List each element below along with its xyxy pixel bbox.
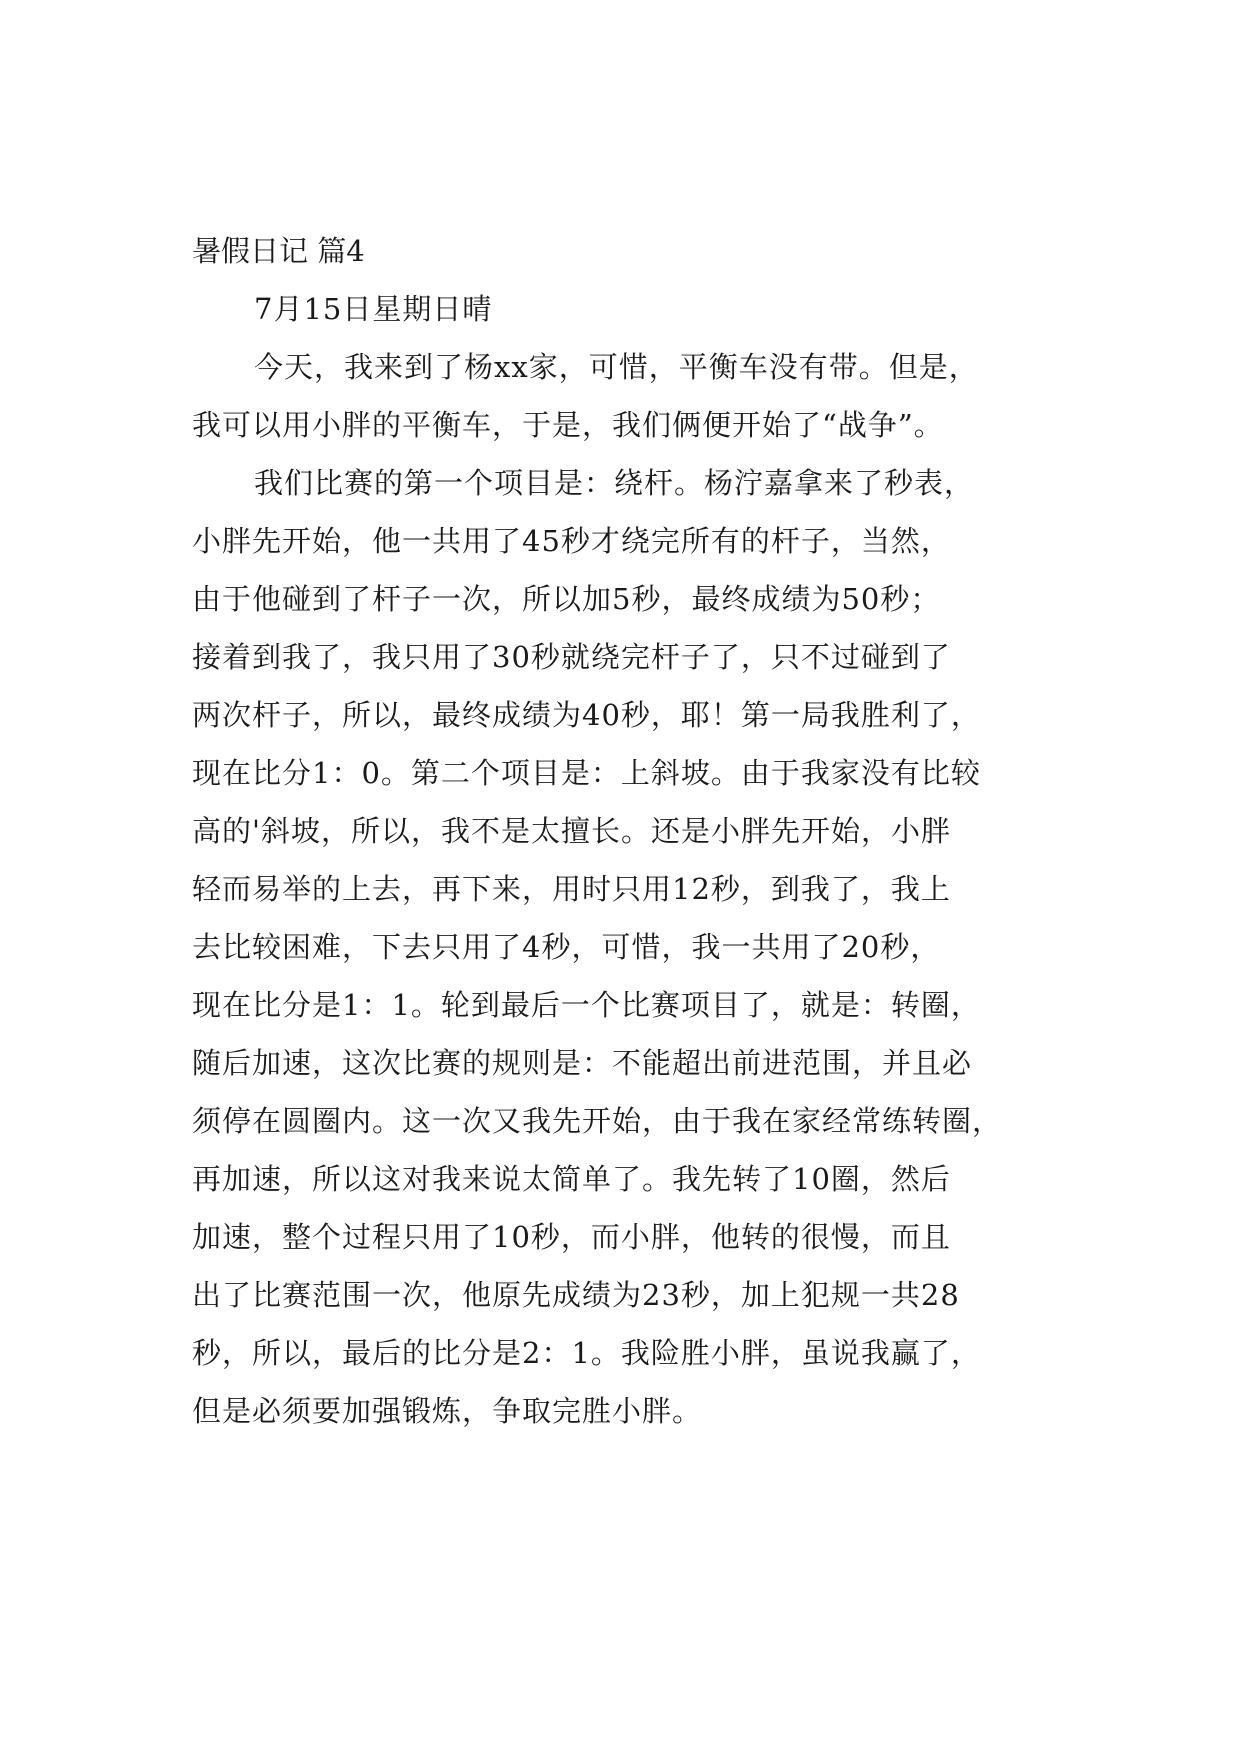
text-line-2: 我可以用小胖的平衡车，于是，我们俩便开始了“战争”。: [192, 408, 944, 442]
text-line-5: 由于他碰到了杆子一次，所以加5秒，最终成绩为50秒；: [192, 582, 941, 616]
text-line-6: 接着到我了，我只用了30秒就绕完杆子了，只不过碰到了: [192, 640, 951, 674]
text-line-18: 秒，所以，最后的比分是2：1。我险胜小胖，虽说我赢了，: [192, 1336, 981, 1370]
text-line-7: 两次杆子，所以，最终成绩为40秒，耶！第一局我胜利了，: [192, 698, 981, 732]
text-line-10: 轻而易举的上去，再下来，用时只用12秒，到我了，我上: [192, 872, 951, 906]
text-line-13: 随后加速，这次比赛的规则是：不能超出前进范围，并且必: [192, 1046, 973, 1080]
text-line-3: 我们比赛的第一个项目是：绕杆。杨泞嘉拿来了秒表，: [254, 466, 975, 500]
text-line-14: 须停在圆圈内。这一次又我先开始，由于我在家经常练转圈，: [192, 1104, 1003, 1138]
text-line-19: 但是必须要加强锻炼，争取完胜小胖。: [192, 1394, 703, 1428]
text-line-1: 今天，我来到了杨xx家，可惜，平衡车没有带。但是，: [254, 350, 979, 384]
text-line-8: 现在比分1：0。第二个项目是：上斜坡。由于我家没有比较: [192, 756, 981, 790]
text-line-16: 加速，整个过程只用了10秒，而小胖，他转的很慢，而且: [192, 1220, 951, 1254]
text-line-17: 出了比赛范围一次，他原先成绩为23秒，加上犯规一共28: [192, 1278, 960, 1312]
text-line-4: 小胖先开始，他一共用了45秒才绕完所有的杆子，当然，: [192, 524, 951, 558]
text-line-12: 现在比分是1：1。轮到最后一个比赛项目了，就是：转圈，: [192, 988, 981, 1022]
text-line-9: 高的'斜坡，所以，我不是太擅长。还是小胖先开始，小胖: [192, 814, 951, 848]
text-line-15: 再加速，所以这对我来说太简单了。我先转了10圈，然后: [192, 1162, 951, 1196]
document-title: 暑假日记 篇4: [192, 234, 365, 268]
document-body: [192, 222, 1072, 1440]
text-line-11: 去比较困难，下去只用了4秒，可惜，我一共用了20秒，: [192, 930, 941, 964]
date-line: 7月15日星期日晴: [254, 292, 493, 326]
